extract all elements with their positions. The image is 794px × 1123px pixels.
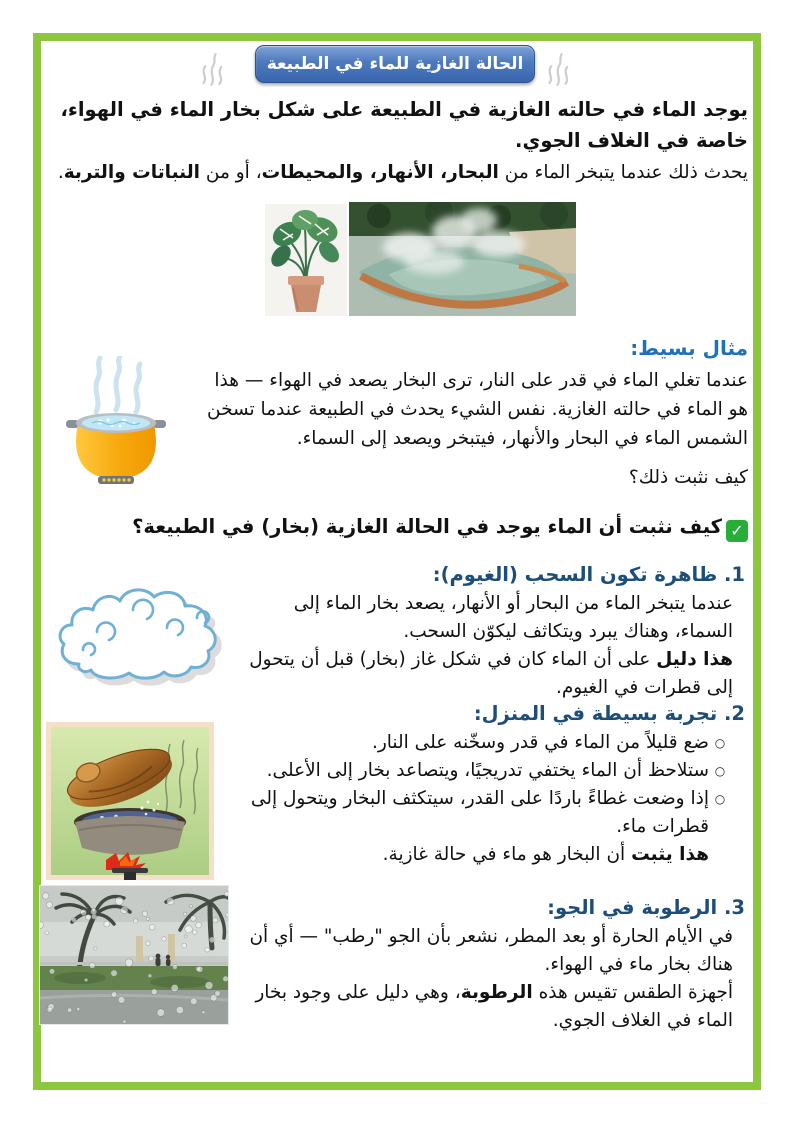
item-heading	[239, 893, 745, 923]
bullet-icon: ○	[714, 736, 726, 750]
intro-bold-plants: النباتات والتربة	[63, 162, 200, 183]
evidence-rest: على أن الماء كان في شكل غاز (بخار) قبل أن يتحول إلى قطرات في الغيوم.	[249, 649, 733, 698]
bullet-text: ستلاحظ أن الماء يختفي تدريجيًا، ويتصاعد بخار إلى الأعلى.	[266, 760, 709, 781]
evidence-bold: هذا يثبت	[631, 844, 709, 865]
example-heading: مثال بسيط:	[630, 336, 748, 360]
rain-on-window-image	[40, 886, 228, 1024]
page-title-text: الحالة الغازية للماء في الطبيعة	[266, 54, 524, 74]
bullet-icon: ○	[714, 764, 726, 778]
proof-question-row	[46, 512, 748, 542]
example-question: كيف نثبت ذلك؟	[628, 467, 748, 488]
boiling-pot-icon	[48, 356, 184, 492]
item-evidence	[239, 841, 745, 869]
intro-text: .	[57, 162, 64, 183]
experiment-steps-list	[239, 729, 745, 841]
potted-plant-image	[265, 204, 347, 316]
item-heading-text: ظاهرة تكون السحب (الغيوم):	[432, 563, 718, 586]
intro-section	[46, 94, 748, 187]
list-item-experiment	[239, 699, 745, 869]
intro-text: ، أو من	[199, 162, 262, 183]
list-item	[239, 729, 745, 757]
item-heading-text: تجربة بسيطة في المنزل:	[473, 702, 718, 725]
list-item-humidity	[239, 893, 745, 1035]
pot-with-lid-image	[46, 722, 214, 880]
item-heading	[239, 560, 745, 590]
item-body	[239, 979, 745, 1035]
item-evidence	[239, 646, 745, 702]
bullet-icon: ○	[714, 792, 726, 806]
body-text: ، وهي دليل على وجود بخار الماء في الغلاف الجوي.	[255, 982, 733, 1031]
item-number: 1.	[724, 563, 745, 586]
steam-icon	[198, 51, 227, 88]
evidence-rest: أن البخار هو ماء في حالة غازية.	[382, 844, 632, 865]
list-item	[239, 785, 745, 841]
intro-text: يحدث ذلك عندما يتبخر الماء من	[498, 162, 748, 183]
steaming-hot-spring-image	[349, 202, 576, 316]
bullet-text: ضع قليلاً من الماء في قدر وسخّنه على النار.	[371, 732, 709, 753]
intro-bold-seas: البحار، الأنهار، والمحيطات	[261, 162, 499, 183]
item-number: 3.	[724, 896, 745, 919]
body-bold: الرطوبة	[460, 982, 533, 1003]
item-number: 2.	[724, 702, 745, 725]
green-check-icon: ✓	[726, 520, 748, 542]
proof-question-text: كيف نثبت أن الماء يوجد في الحالة الغازية (بخار) في الطبيعة؟	[132, 515, 722, 538]
example-body: عندما تغلي الماء في قدر على النار، ترى البخار يصعد في الهواء — هذا هو الماء في حالته الغازية. نفس الشيء يحدث في الطبيعة عندما تسخن الشمس الماء في البحار والأنهار، فيتبخر ويصعد إلى السماء.	[207, 370, 748, 449]
body-text: أجهزة الطقس تقيس هذه	[532, 982, 733, 1003]
page-title	[255, 45, 535, 83]
item-body: في الأيام الحارة أو بعد المطر، نشعر بأن الجو "رطب" — أي أن هناك بخار ماء في الهواء.	[249, 926, 733, 975]
item-heading-text: الرطوبة في الجو:	[547, 896, 718, 919]
steam-icon	[544, 51, 573, 88]
cartoon-cloud-icon	[57, 566, 225, 686]
list-item-clouds	[239, 560, 745, 702]
item-body: عندما يتبخر الماء من البحار أو الأنهار، يصعد بخار الماء إلى السماء، وهناك يبرد ويتكاثف ليكوّن السحب.	[293, 593, 733, 642]
list-item	[239, 757, 745, 785]
intro-paragraph-bold: يوجد الماء في حالته الغازية في الطبيعة على شكل بخار الماء في الهواء، خاصة في الغلاف الجوي.	[60, 98, 748, 152]
bullet-text: إذا وضعت غطاءً باردًا على القدر، سيتكثف البخار ويتحول إلى قطرات ماء.	[250, 788, 709, 837]
item-heading	[239, 699, 745, 729]
intro-paragraph	[46, 158, 748, 187]
evidence-bold: هذا دليل	[656, 649, 733, 670]
